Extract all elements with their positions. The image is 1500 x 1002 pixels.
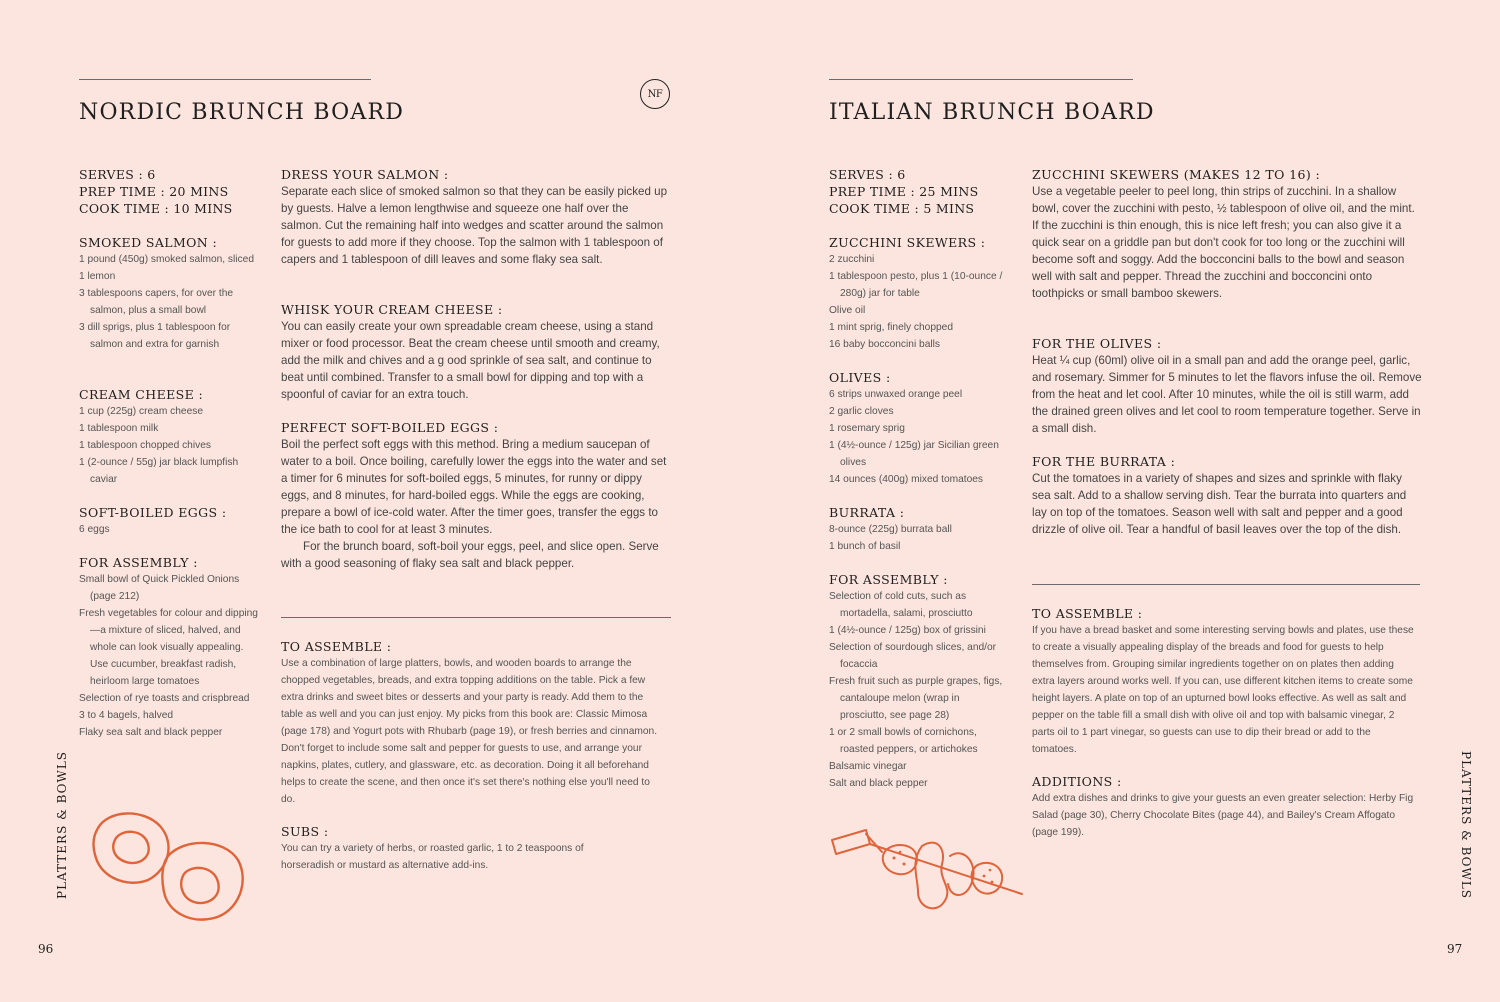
left-ingredients [79,234,264,741]
ingredient-item: 1 tablespoon chopped chives [79,440,211,451]
ingredient-item: 2 zucchini [829,254,875,265]
additions-body: Add extra dishes and drinks to give your guests an even greater selection: Herby Fig Salad (page 30), Cherry Chocolate Bites (page 44), and Bailey's Cream Affogato (page 199). [1032,793,1414,838]
subs-heading: SUBS : [281,824,329,839]
left-assemble-section [281,638,663,808]
dress-salmon-section [281,166,671,268]
ingredient-item: 1 or 2 small bowls of cornichons, roasted peppers, or artichokes [829,727,978,755]
ingredient-item: Fresh vegetables for colour and dipping—a mixture of sliced, halved, and whole can look visually appealing. Use cucumber, breakfast radish, heirloom large tomatoes [79,608,258,687]
whisk-heading: WHISK YOUR CREAM CHEESE : [281,302,503,317]
serves: SERVES : 6 [79,167,156,182]
ingredient-item: Balsamic vinegar [829,761,907,772]
prep-time: PREP TIME : 25 MINS [829,184,979,199]
cook-time: COOK TIME : 10 MINS [79,201,233,216]
ingredient-item: 6 eggs [79,524,110,535]
olives-body: Heat ¼ cup (60ml) olive oil in a small pan and add the orange peel, garlic, and rosemary. Simmer for 5 minutes to let the flavors infuse the oil. Remove from the heat and let cool. After 10 minutes, while the oil is still warm, add the drained green olives and let cool to room temperature together. Serve in a small dish. [1032,354,1422,435]
whisk-cream-cheese-section [281,301,671,403]
ingredient-item: 1 (4½-ounce / 125g) box of grissini [829,625,986,636]
ingredient-heading: FOR ASSEMBLY : [829,572,948,587]
cook-time: COOK TIME : 5 MINS [829,201,975,216]
ingredient-item: 1 pound (450g) smoked salmon, sliced [79,254,254,265]
ingredient-heading: CREAM CHEESE : [79,387,204,402]
left-recipe-meta [79,166,233,217]
prep-time: PREP TIME : 20 MINS [79,184,229,199]
right-recipe-meta [829,166,979,217]
ingredient-item: 3 to 4 bagels, halved [79,710,174,721]
left-assemble-heading: TO ASSEMBLE : [281,639,392,654]
ingredient-heading: SMOKED SALMON : [79,235,218,250]
olives-section [1032,335,1422,437]
dress-salmon-body: Separate each slice of smoked salmon so that they can be easily picked up by guests. Halve a lemon lengthwise and squeeze one half over the salmon. Cut the remaining half into wedges and scatter around the salmon for guests to add more if they choose. Top the salmon with 1 tablespoon of capers and 1 tablespoon of dill leaves and some flaky sea salt. [281,185,668,266]
left-page-number: 96 [38,942,54,956]
ingredient-item: Selection of sourdough slices, and/or focaccia [829,642,997,670]
ingredient-item: 1 lemon [79,271,116,282]
right-assemble-body: If you have a bread basket and some interesting serving bowls and plates, use these to create a visually appealing display of the breads and food for guests to help themselves from. Grouping similar ingredients together on on plates then adding extra layers around works well. If you can, use different kitchen items to create some height layers. A plate on top of an upturned bowl looks effective. As well as salt and pepper on the table fill a small dish with olive oil and top with balsamic vinegar, 2 parts oil to 1 part vinegar, so guests can use to dip their bread or add to the tomatoes. [1032,625,1414,755]
ingredient-heading: ZUCCHINI SKEWERS : [829,235,986,250]
right-assemble-section [1032,605,1417,758]
egg-halves-illustration [88,808,248,928]
right-ingredients [829,234,1009,792]
olives-heading: FOR THE OLIVES : [1032,336,1162,351]
ingredient-item: Selection of rye toasts and crispbread [79,693,250,704]
ingredient-item: 1 tablespoon milk [79,423,159,434]
dress-salmon-heading: DRESS YOUR SALMON : [281,167,449,182]
ingredient-item: 1 (2-ounce / 55g) jar black lumpfish caviar [79,457,239,485]
eggs-heading: PERFECT SOFT-BOILED EGGS : [281,420,499,435]
ingredient-item: 1 (4½-ounce / 125g) jar Sicilian green olives [829,440,999,468]
ingredient-item: 3 tablespoons capers, for over the salmon, plus a small bowl [79,288,234,316]
additions-heading: ADDITIONS : [1032,774,1122,789]
right-page-number: 97 [1447,942,1463,956]
ingredient-heading: FOR ASSEMBLY : [79,555,198,570]
right-page-title: ITALIAN BRUNCH BOARD [829,100,1155,125]
zucchini-body: Use a vegetable peeler to peel long, thin strips of zucchini. In a shallow bowl, cover the zucchini with pesto, ½ tablespoon of olive oil, and the mint. If the zucchini is thin enough, this is nice left fresh; you can also give it a quick sear on a griddle pan but don't cook for too long or the zucchini will become soft and soggy. Add the bocconcini balls to the bowl and season well with salt and pepper. Thread the zucchini and bocconcini onto toothpicks or small bamboo skewers. [1032,185,1415,300]
left-assemble-body: Use a combination of large platters, bowls, and wooden boards to arrange the chopped vegetables, breads, and extra topping additions on the table. Pick a few extra drinks and sweet bites or desserts and your party is ready. Add them to the table as well and you can just enjoy. My picks from this book are: Classic Mimosa (page 178) and Yogurt pots with Rhubarb (page 19), or fresh berries and cinnamon. Don't forget to include some salt and pepper for guests to use, and arrange your napkins, plates, cutlery, and glassware, etc. as decoration. Doing it all beforehand helps to create the scene, and then once it's set there's nothing else you'll need to do. [281,658,658,805]
soft-boiled-eggs-section [281,419,671,572]
eggs-body: Boil the perfect soft eggs with this method. Bring a medium saucepan of water to a boil. Once boiling, carefully lower the eggs into the water and set a timer for 6 minutes for soft-boiled eggs, 5 minutes, for runny or dippy eggs, and 8 minutes, for hard-boiled eggs. While the eggs are cooking, prepare a bowl of ice-cold water. After the timer goes, transfer the eggs to the ice bath to cool for at least 3 minutes. [281,438,667,536]
ingredient-heading: OLIVES : [829,370,891,385]
ingredient-item: 3 dill sprigs, plus 1 tablespoon for salmon and extra for garnish [79,322,231,350]
ingredient-item: Salt and black pepper [829,778,928,789]
burrata-heading: FOR THE BURRATA : [1032,454,1176,469]
ingredient-item: 1 rosemary sprig [829,423,905,434]
eggs-body-2: For the brunch board, soft-boil your eggs, peel, and slice open. Serve with a good seasoning of flaky sea salt and black pepper. [281,540,659,570]
right-title-rule [829,79,1133,80]
ingredient-item: 1 cup (225g) cream cheese [79,406,204,417]
additions-section [1032,773,1417,841]
left-side-label: PLATTERS & BOWLS [55,750,70,900]
left-section-rule [281,617,671,618]
right-section-rule [1032,584,1420,585]
subs-body: You can try a variety of herbs, or roasted garlic, 1 to 2 teaspoons of horseradish or mustard as alternative add-ins. [281,843,584,871]
left-title-rule [79,79,371,80]
ingredient-item: Fresh fruit such as purple grapes, figs, cantaloupe melon (wrap in prosciutto, see page 28) [829,676,1003,721]
ingredient-item: 2 garlic cloves [829,406,894,417]
skewer-illustration [826,822,1026,922]
ingredient-item: 6 strips unwaxed orange peel [829,389,963,400]
ingredient-item: 1 mint sprig, finely chopped [829,322,954,333]
ingredient-item: Flaky sea salt and black pepper [79,727,223,738]
burrata-section [1032,453,1422,538]
ingredient-item: 14 ounces (400g) mixed tomatoes [829,474,984,485]
ingredient-item: 8-ounce (225g) burrata ball [829,524,952,535]
whisk-body: You can easily create your own spreadable cream cheese, using a stand mixer or food processor. Beat the cream cheese until smooth and creamy, add the milk and chives and a g ood sprinkle of sea salt, and continue to beat until combined. Transfer to a small bowl for dipping and top with a spoonful of caviar for an extra touch. [281,320,660,401]
subs-section [281,823,621,874]
ingredient-item: 16 baby bocconcini balls [829,339,941,350]
ingredient-item: 1 tablespoon pesto, plus 1 (10-ounce / 280g) jar for table [829,271,1003,299]
publisher-logo: NF [640,79,670,109]
ingredient-item: Selection of cold cuts, such as mortadella, salami, prosciutto [829,591,973,619]
ingredient-item: Small bowl of Quick Pickled Onions (page 212) [79,574,240,602]
right-assemble-heading: TO ASSEMBLE : [1032,606,1143,621]
serves: SERVES : 6 [829,167,906,182]
burrata-body: Cut the tomatoes in a variety of shapes and sizes and sprinkle with flaky sea salt. Add to a shallow serving dish. Tear the burrata into quarters and lay on top of the tomatoes. Season well with salt and pepper and a good drizzle of olive oil. Tear a handful of basil leaves over the top of the dish. [1032,472,1407,536]
zucchini-section [1032,166,1422,302]
ingredient-item: Olive oil [829,305,866,316]
ingredient-heading: BURRATA : [829,505,905,520]
left-page-title: NORDIC BRUNCH BOARD [79,100,405,125]
right-side-label: PLATTERS & BOWLS [1459,750,1474,900]
zucchini-heading: ZUCCHINI SKEWERS (MAKES 12 TO 16) : [1032,167,1321,182]
ingredient-heading: SOFT-BOILED EGGS : [79,505,227,520]
ingredient-item: 1 bunch of basil [829,541,901,552]
